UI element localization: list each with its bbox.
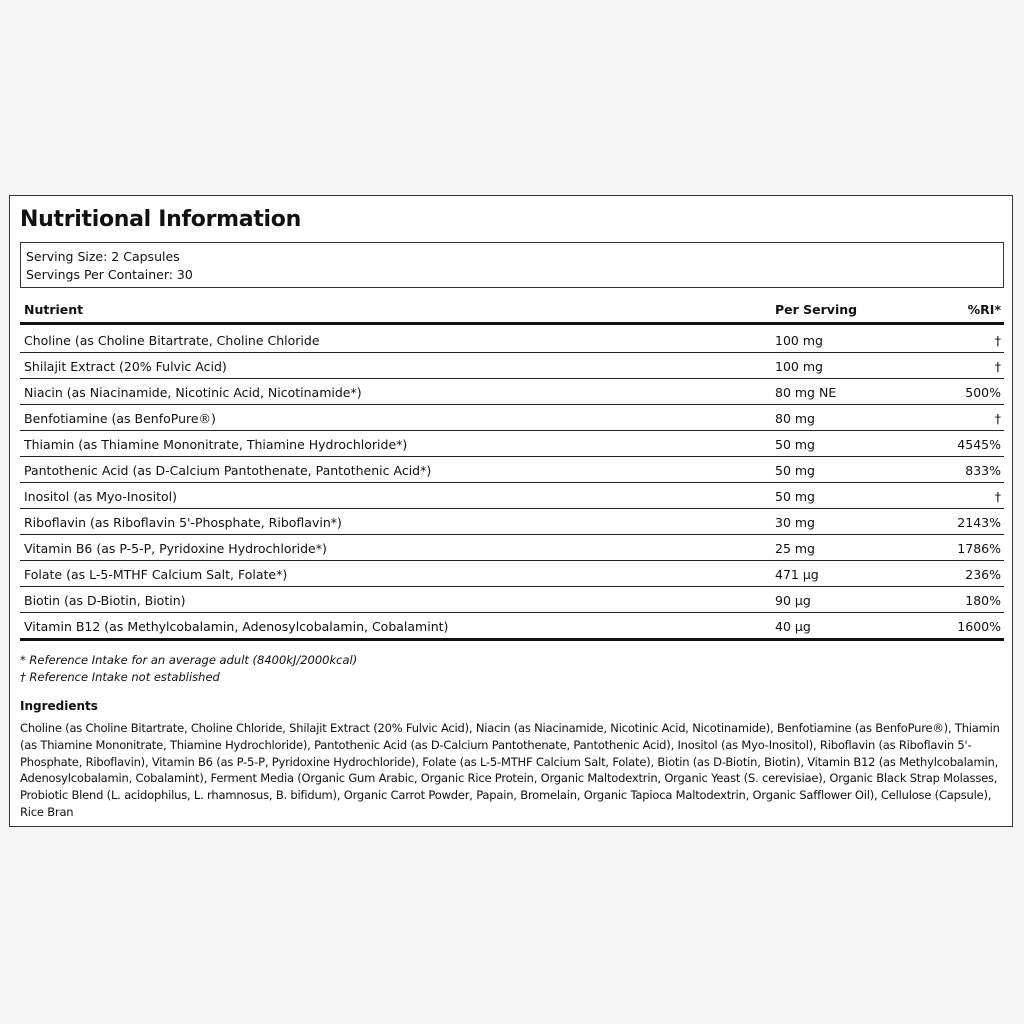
ri-value: † — [994, 359, 1001, 374]
table-row — [20, 327, 1004, 353]
table-row — [20, 535, 1004, 561]
nutrient-name: Niacin (as Niacinamide, Nicotinic Acid, Nicotinamide*) — [24, 385, 362, 400]
ingredients-heading: Ingredients — [20, 699, 98, 713]
footnotes — [20, 652, 357, 686]
nutrition-panel — [9, 195, 1013, 827]
per-serving-value: 80 mg — [775, 411, 815, 426]
per-serving-value: 90 µg — [775, 593, 811, 608]
ri-value: † — [994, 333, 1001, 348]
footnote-reference-intake: * Reference Intake for an average adult (8400kJ/2000kcal) — [20, 653, 358, 667]
servings-per-container: Servings Per Container: 30 — [26, 266, 193, 282]
table-row — [20, 353, 1004, 379]
ri-value: 1600% — [957, 619, 1001, 634]
serving-size: Serving Size: 2 Capsules — [26, 249, 180, 264]
ri-value: 500% — [965, 385, 1001, 400]
per-serving-value: 80 mg NE — [775, 385, 837, 400]
nutrient-name: Biotin (as D-Biotin, Biotin) — [24, 593, 186, 608]
ingredients-list: Choline (as Choline Bitartrate, Choline Chloride, Shilajit Extract (20% Fulvic Acid), Niacin (as Niacinamide, Nicotinic Acid, Nicotinamide), Benfotiamine (as BenfoPure®), Thiamin (as Thiamine Mononitrate, Thiamine Hydrochloride), Pantothenic Acid (as D-Calcium Pantothenate, Pantothenic Acid), Inositol (as Myo-Inositol), Riboflavin (as Riboflavin 5'-Phosphate, Riboflavin), Vitamin B6 (as P-5-P, Pyridoxine Hydrochloride), Folate (as L-5-MTHF Calcium Salt, Folate), Biotin (as D-Biotin, Biotin), Vitamin B12 (as Methylcobalamin, Adenosylcobalamin, Cobalamint), Ferment Media (Organic Gum Arabic, Organic Rice Protein, Organic Maltodextrin, Organic Yeast (S. cerevisiae), Organic Black Strap Molasses, Probiotic Blend (L. acidophilus, L. rhamnosus, B. bifidum), Organic Carrot Powder, Papain, Bromelain, Organic Tapioca Maltodextrin, Organic Safflower Oil), Cellulose (Capsule), Rice Bran — [20, 721, 1000, 819]
nutrient-table-body — [20, 327, 1004, 641]
nutrient-name: Vitamin B6 (as P-5-P, Pyridoxine Hydrochloride*) — [24, 541, 327, 556]
nutrient-name: Benfotiamine (as BenfoPure®) — [24, 411, 216, 426]
nutrient-name: Vitamin B12 (as Methylcobalamin, Adenosylcobalamin, Cobalamint) — [24, 619, 449, 634]
ri-value: 1786% — [957, 541, 1001, 556]
per-serving-value: 100 mg — [775, 359, 823, 374]
header-ri: %RI* — [967, 302, 1001, 317]
nutrient-name: Inositol (as Myo-Inositol) — [24, 489, 177, 504]
per-serving-value: 100 mg — [775, 333, 823, 348]
nutrient-name: Pantothenic Acid (as D-Calcium Pantothenate, Pantothenic Acid*) — [24, 463, 432, 478]
nutrient-name: Choline (as Choline Bitartrate, Choline Chloride — [24, 333, 320, 348]
table-row — [20, 613, 1004, 638]
table-row — [20, 483, 1004, 509]
table-row — [20, 561, 1004, 587]
ri-value: 236% — [965, 567, 1001, 582]
ri-value: 833% — [965, 463, 1001, 478]
ri-value: 2143% — [957, 515, 1001, 530]
ri-value: 4545% — [957, 437, 1001, 452]
header-per-serving: Per Serving — [775, 302, 858, 317]
footnote-not-established: † Reference Intake not established — [20, 670, 220, 684]
per-serving-value: 50 mg — [775, 463, 815, 478]
header-nutrient: Nutrient — [24, 302, 84, 317]
table-row — [20, 509, 1004, 535]
per-serving-value: 50 mg — [775, 437, 815, 452]
table-row — [20, 431, 1004, 457]
table-row — [20, 379, 1004, 405]
page-title: Nutritional Information — [20, 207, 301, 232]
per-serving-value: 40 µg — [775, 619, 811, 634]
serving-info-box — [20, 242, 1004, 288]
per-serving-value: 30 mg — [775, 515, 815, 530]
ri-value: 180% — [965, 593, 1001, 608]
per-serving-value: 50 mg — [775, 489, 815, 504]
nutrient-name: Shilajit Extract (20% Fulvic Acid) — [24, 359, 227, 374]
nutrient-name: Folate (as L-5-MTHF Calcium Salt, Folate*) — [24, 567, 288, 582]
nutrient-name: Thiamin (as Thiamine Mononitrate, Thiamine Hydrochloride*) — [24, 437, 408, 452]
nutrient-table-header — [20, 298, 1004, 325]
per-serving-value: 25 mg — [775, 541, 815, 556]
table-row — [20, 587, 1004, 613]
nutrient-name: Riboflavin (as Riboflavin 5'-Phosphate, Riboflavin*) — [24, 515, 342, 530]
table-row — [20, 457, 1004, 483]
ri-value: † — [994, 411, 1001, 426]
per-serving-value: 471 µg — [775, 567, 819, 582]
table-row — [20, 405, 1004, 431]
ri-value: † — [994, 489, 1001, 504]
